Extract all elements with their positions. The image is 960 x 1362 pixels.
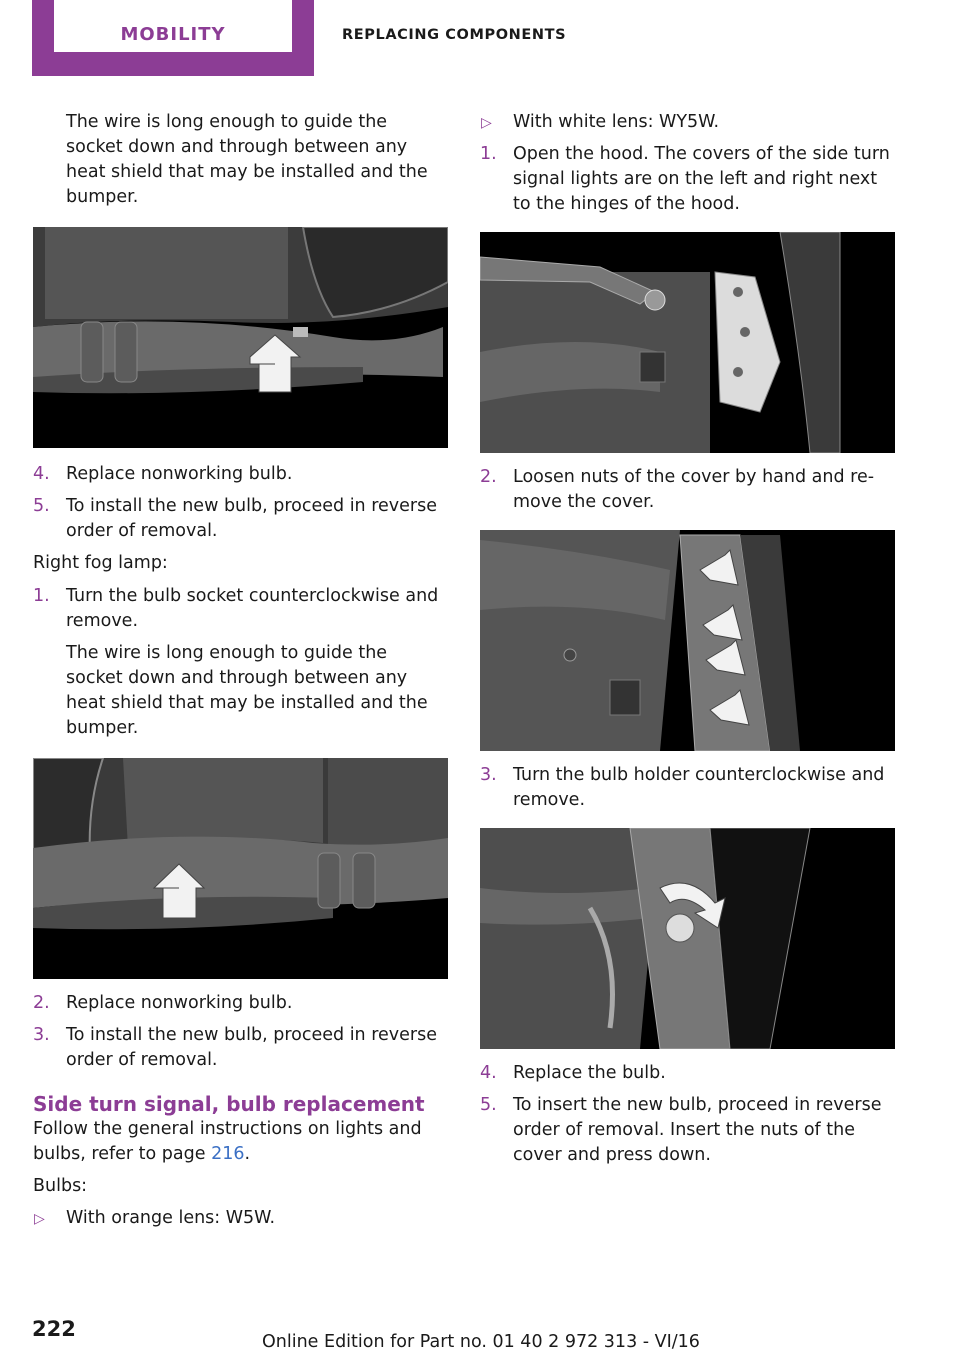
list-item	[33, 584, 448, 634]
page-link[interactable]: 216	[211, 1144, 245, 1164]
left-fog-lamp-illustration	[33, 227, 448, 448]
step-text: Turn the bulb socket counterclockwise and remove.	[66, 586, 439, 631]
right-column	[480, 110, 895, 1168]
step-number: 3.	[33, 1025, 50, 1045]
step-number: 5.	[33, 496, 50, 516]
triangle-bullet-icon: ▷	[34, 1211, 45, 1227]
step-text: Turn the bulb holder counterclockwise and remove.	[513, 765, 885, 810]
step-number: 2.	[480, 467, 497, 487]
step-number: 1.	[480, 144, 497, 164]
cover-nuts-illustration	[480, 530, 895, 751]
list-item	[480, 1061, 895, 1086]
step-text: To install the new bulb, proceed in reverse order of removal.	[66, 1025, 437, 1070]
hood-hinge-illustration	[480, 232, 895, 453]
step-text: To install the new bulb, proceed in reverse order of removal.	[66, 496, 437, 541]
section-heading: Side turn signal, bulb replacement	[33, 1092, 425, 1116]
general-instructions	[33, 1117, 448, 1167]
left-fog-lamp-figure	[33, 227, 448, 448]
step-number: 2.	[33, 993, 50, 1013]
step-text: Replace nonworking bulb.	[66, 464, 293, 484]
step-number: 3.	[480, 765, 497, 785]
triangle-bullet-icon: ▷	[481, 115, 492, 131]
list-item	[480, 763, 895, 813]
step-number: 5.	[480, 1095, 497, 1115]
general-text-end: .	[244, 1144, 251, 1164]
list-item	[480, 1093, 895, 1168]
list-item	[480, 142, 895, 217]
step-number: 4.	[480, 1063, 497, 1083]
step-number: 4.	[33, 464, 50, 484]
bulbs-label: Bulbs:	[33, 1176, 88, 1196]
right-fog-lamp-illustration	[33, 758, 448, 979]
list-item	[33, 494, 448, 544]
step-note: The wire is long enough to guide the socket down and through between any heat shield that may be installed and the bumper.	[66, 643, 428, 738]
step-text: To insert the new bulb, proceed in reverse order of removal. Insert the nuts of the cover and press down.	[513, 1095, 882, 1165]
right-fog-lamp-figure	[33, 758, 448, 979]
list-item	[33, 1206, 448, 1231]
chapter-title: REPLACING COMPONENTS	[342, 27, 567, 43]
general-text: Follow the general instructions on lights and bulbs, refer to page	[33, 1119, 422, 1164]
section-tab	[32, 0, 314, 76]
bulb-holder-illustration	[480, 828, 895, 1049]
cover-nuts-figure	[480, 530, 895, 751]
list-item	[480, 110, 895, 135]
section-title: MOBILITY	[120, 24, 226, 45]
step-text: Replace the bulb.	[513, 1063, 666, 1083]
edition-text: Online Edition for Part no. 01 40 2 972 313 - VI/16	[262, 1332, 700, 1352]
left-intro-text: The wire is long enough to guide the socket down and through between any heat shield that may be installed and the bumper.	[66, 112, 428, 207]
step-text: Replace nonworking bulb.	[66, 993, 293, 1013]
list-item	[480, 465, 895, 515]
bullet-text: With white lens: WY5W.	[513, 112, 720, 132]
page-number: 222	[32, 1317, 76, 1341]
step-text: Open the hood. The covers of the side turn signal lights are on the left and right next to the hinges of the hood.	[513, 144, 890, 214]
list-item	[33, 462, 448, 487]
list-item	[33, 1023, 448, 1073]
bulb-holder-figure	[480, 828, 895, 1049]
list-item	[33, 991, 448, 1016]
left-column	[33, 110, 448, 1231]
step-number: 1.	[33, 586, 50, 606]
bullet-text: With orange lens: W5W.	[66, 1208, 276, 1228]
step-text: Loosen nuts of the cover by hand and re‐move the cover.	[513, 467, 875, 512]
right-fog-lamp-label: Right fog lamp:	[33, 553, 168, 573]
hood-hinge-figure	[480, 232, 895, 453]
